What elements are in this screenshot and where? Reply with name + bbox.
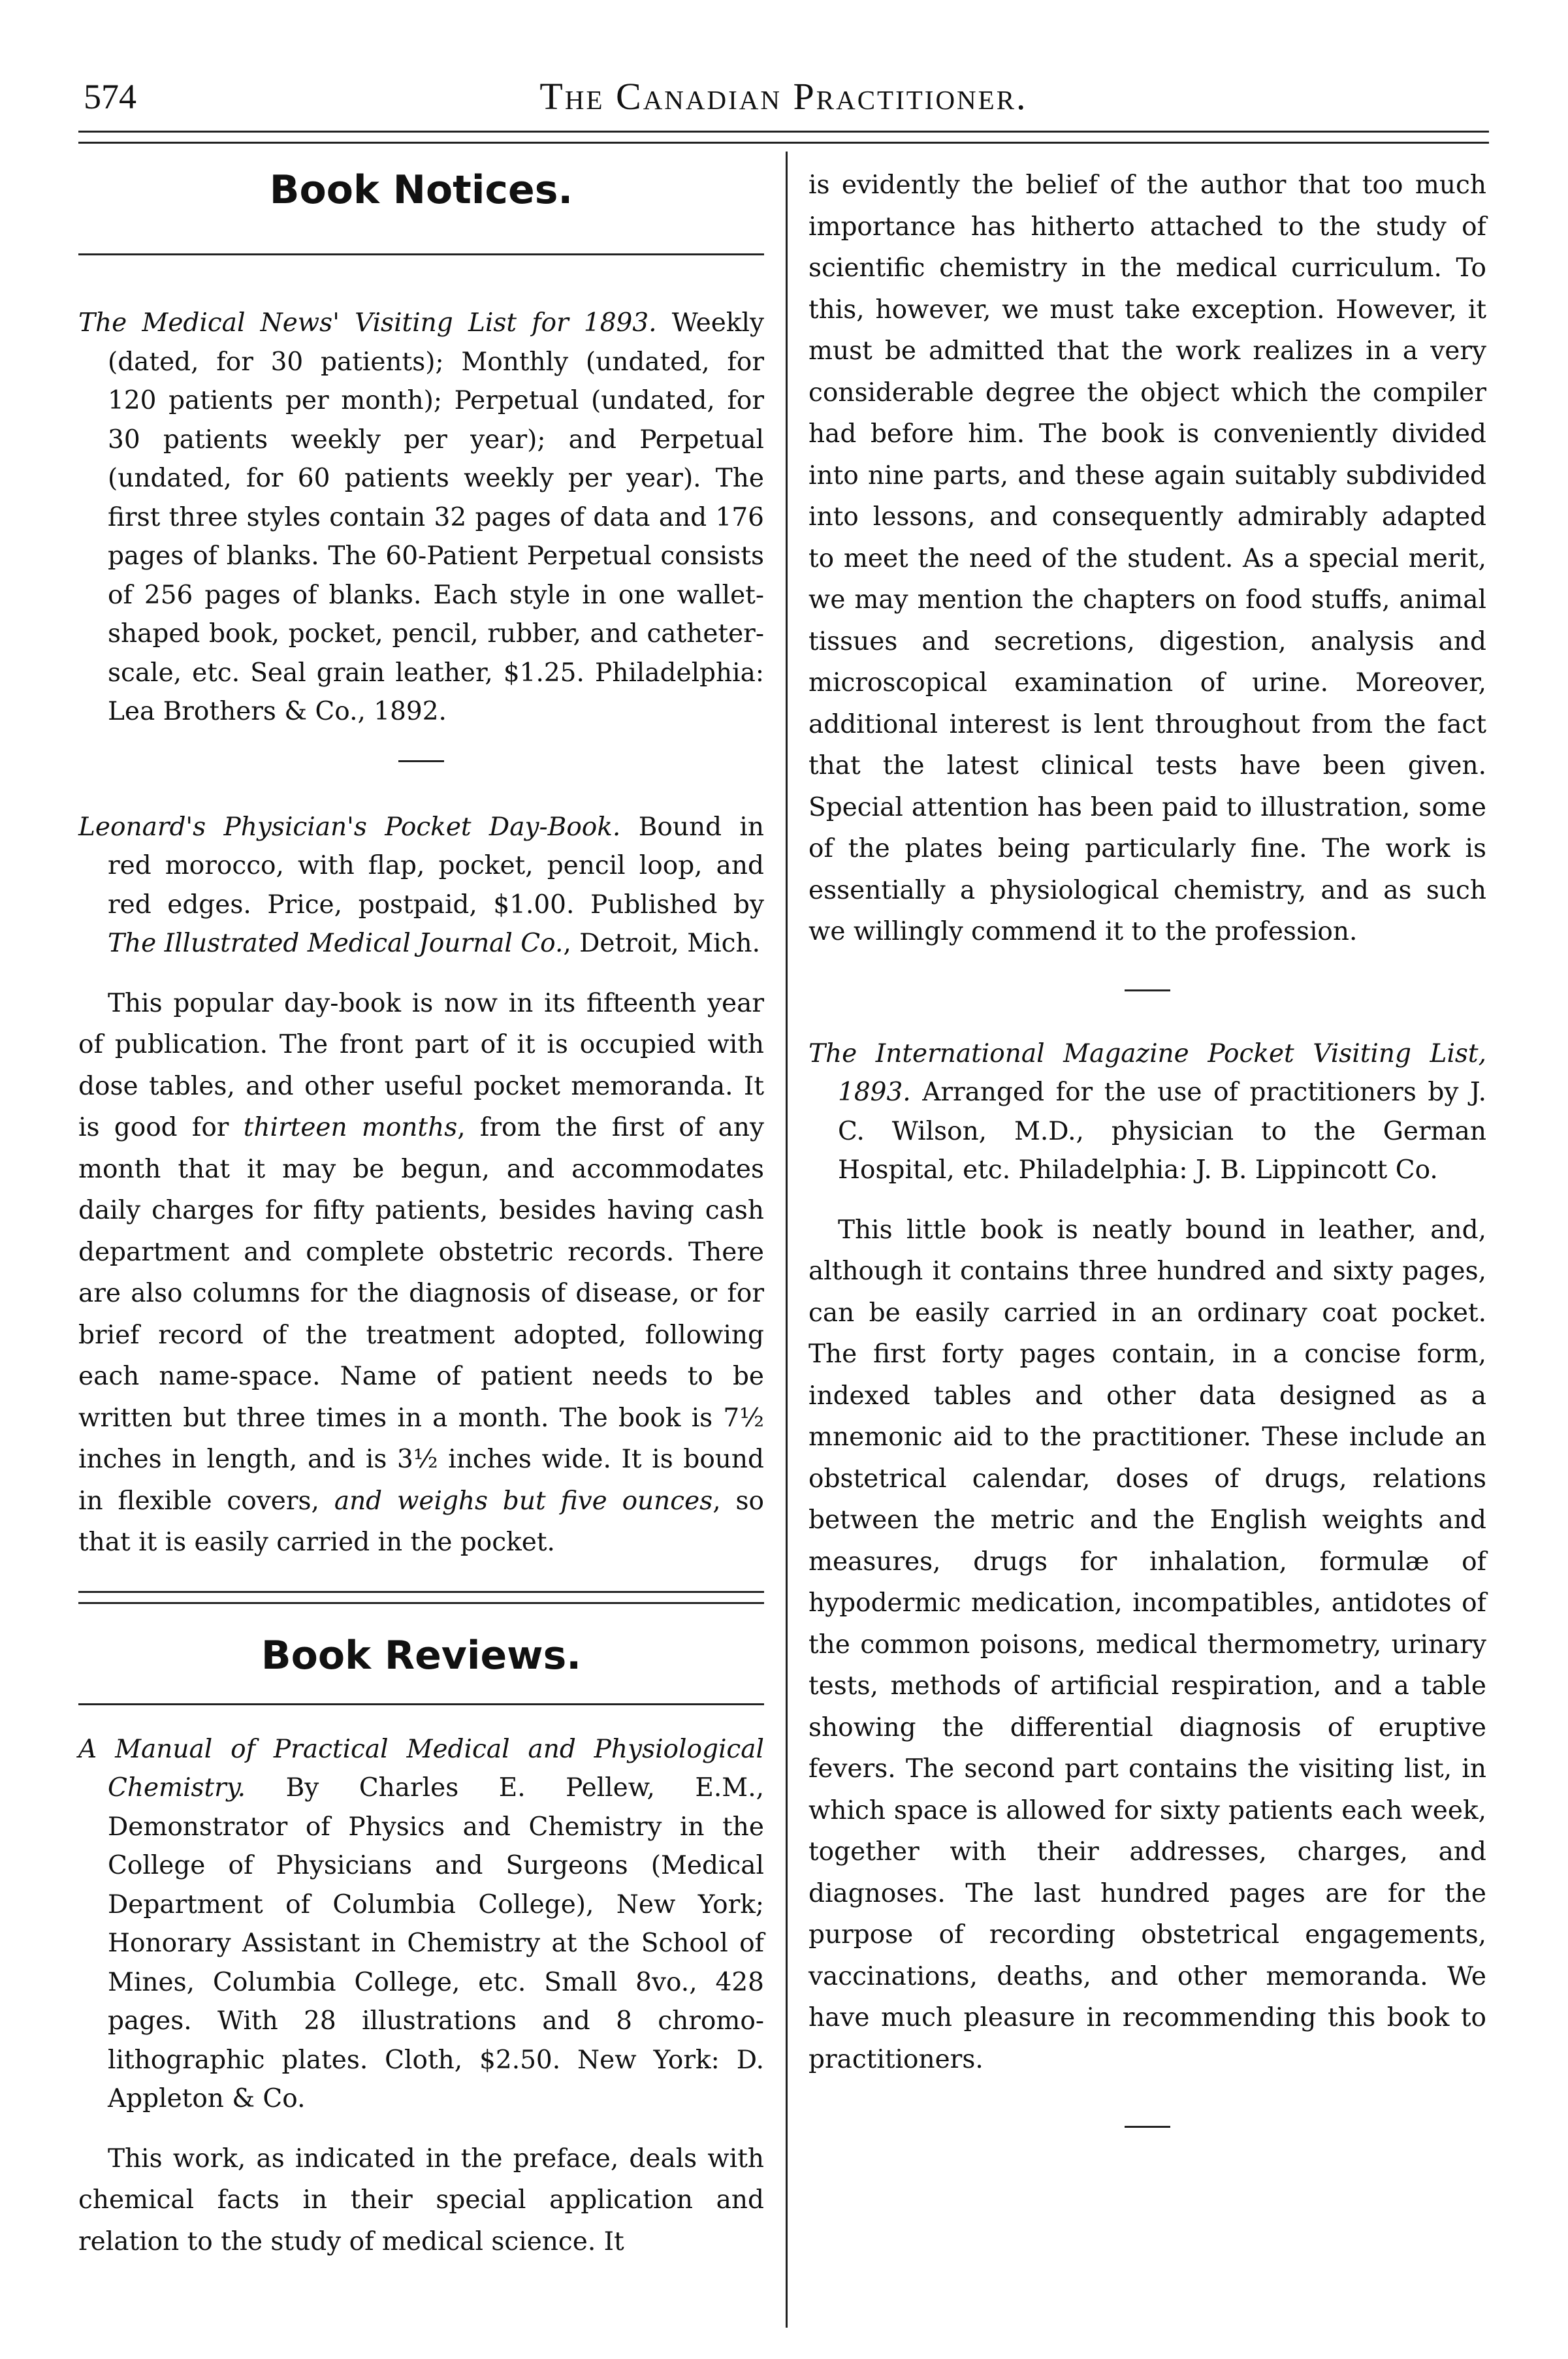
notice-title: The Medical News' Visiting List for 1893. <box>78 308 657 338</box>
entry-separator <box>1125 989 1170 991</box>
notice-body: Weekly (dated, for 30 patients); Monthly (undated, for 120 patients per month); Perpetual (undated, for 30 patients weekly per year); and Perpetual (undated, for 60 patients weekly per year). The first three styles contain 32 pages of data and 176 pages of blanks. The 60-Patient Perpetual consists of 256 pages of blanks. Each style in one wallet-shaped book, pocket, pencil, rubber, and catheter-scale, etc. Seal grain leather, $1.25. Philadelphia: Lea Brothers & Co., 1892. <box>108 308 764 726</box>
review-paragraph-continued: is evidently the belief of the author that too much importance has hitherto attached to the study of scientific chemistry in the medical curriculum. To this, however, we must take exception. However, it must be admitted that the work realizes in a very considerable degree the object which the compiler had before him. The book is conveniently divided into nine parts, and these again suitably subdivided into lessons, and consequently admirably adapted to meet the need of the student. As a special merit, we may mention the chapters on food stuffs, animal tissues and secretions, digestion, analysis and microscopical examination of urine. Moreover, additional interest is lent throughout from the fact that the latest clinical tests have been given. Special attention has been paid to illustration, some of the plates being particularly fine. The work is essentially a physiological chemistry, and as such we willingly commend it to the profession. <box>808 170 1486 946</box>
review-paragraph: This little book is neatly bound in leather, and, although it contains three hundred and sixty pages, can be easily carried in an ordinary coat pocket. The first forty pages contain, in a concise form, indexed tables and other data designed as a mnemonic aid to the practitioner. These include an obstetrical calendar, doses of drugs, relations between the metric and the English weights and measures, drugs for inhalation, formulæ of hypodermic medication, incompatibles, antidotes of the common poisons, medical thermometry, urinary tests, methods of artificial respiration, and a table showing the differential diagnosis of eruptive fevers. The second part contains the visiting list, in which space is allowed for sixty patients each week, together with their addresses, charges, and diagnoses. The last hundred pages are for the purpose of recording obstetrical engagements, vaccinations, deaths, and other memoranda. We have much pleasure in recommending this book to practitioners. <box>808 1215 1486 2074</box>
review-bibliographic: Arranged for the use of practitioners by J. C. Wilson, M.D., physician to the German Hospital, etc. Philadelphia: J. B. Lippincott Co. <box>838 1078 1486 1185</box>
notice-entry-leonards <box>78 808 764 963</box>
section-double-rule <box>78 1591 764 1604</box>
review-title: The International Magazine Pocket Visiting List, 1893. <box>808 1038 1486 1107</box>
section-title-book-notices: Book Notices. <box>269 167 573 213</box>
notice-review-paragraph <box>78 983 764 1564</box>
review-title: A Manual of Practical Medical and Physiological Chemistry. <box>78 1734 764 1803</box>
review-text: , from the first of any month that it may be begun, and accommodates daily charges for fifty patients, besides having cash department and complete obstetric records. There are also columns for the diagnosis of disease, or for brief record of the treatment adopted, following each name-space. Name of patient needs to be written but three times in a month. The book is 7½ inches in length, and is 3½ inches wide. It is bound in flexible covers, <box>78 1113 764 1516</box>
review-entry-manual-chemistry <box>78 1730 764 2119</box>
notice-body-end: , Detroit, Mich. <box>563 929 760 958</box>
publisher-name: The Illustrated Medical Journal Co. <box>108 929 564 958</box>
entry-separator <box>398 760 444 762</box>
review-emphasis: and weighs but five ounces <box>334 1486 713 1516</box>
review-text: This popular day-book is now in its fifteenth year of publication. The front part of it is occupied with dose tables, and other useful pocket memoranda. It is good for <box>78 988 764 1142</box>
review-entry-international-magazine <box>808 1035 1486 1190</box>
page-number: 574 <box>84 77 136 116</box>
column-divider <box>786 152 788 2328</box>
journal-title: The Canadian Practitioner. <box>539 75 1028 118</box>
right-column <box>808 165 1486 2128</box>
review-emphasis: thirteen months <box>243 1113 458 1142</box>
entry-separator <box>1125 2126 1170 2128</box>
running-head <box>78 71 1489 123</box>
left-column <box>78 157 764 2262</box>
section-title-book-reviews: Book Reviews. <box>261 1632 582 1678</box>
notice-body: Bound in red morocco, with flap, pocket, pencil loop, and red edges. Price, postpaid, $1.00. Published by <box>108 812 764 920</box>
header-double-rule <box>78 131 1489 144</box>
review-bibliographic: By Charles E. Pellew, E.M., Demonstrator of Physics and Chemistry in the College of Physicians and Surgeons (Medical Department of Columbia College), New York; Honorary Assistant in Chemistry at the School of Mines, Columbia College, etc. Small 8vo., 428 pages. With 28 illustrations and 8 chromo-lithographic plates. Cloth, $2.50. New York: D. Appleton & Co. <box>108 1773 764 2113</box>
notice-entry-medical-news <box>78 304 764 731</box>
review-text: , so that it is easily carried in the pocket. <box>78 1486 765 1557</box>
notice-title: Leonard's Physician's Pocket Day-Book. <box>78 812 621 842</box>
section-rule <box>78 1703 764 1705</box>
section-rule <box>78 253 764 255</box>
review-paragraph-start: This work, as indicated in the preface, deals with chemical facts in their special application and relation to the study of medical science. It <box>78 2143 764 2256</box>
